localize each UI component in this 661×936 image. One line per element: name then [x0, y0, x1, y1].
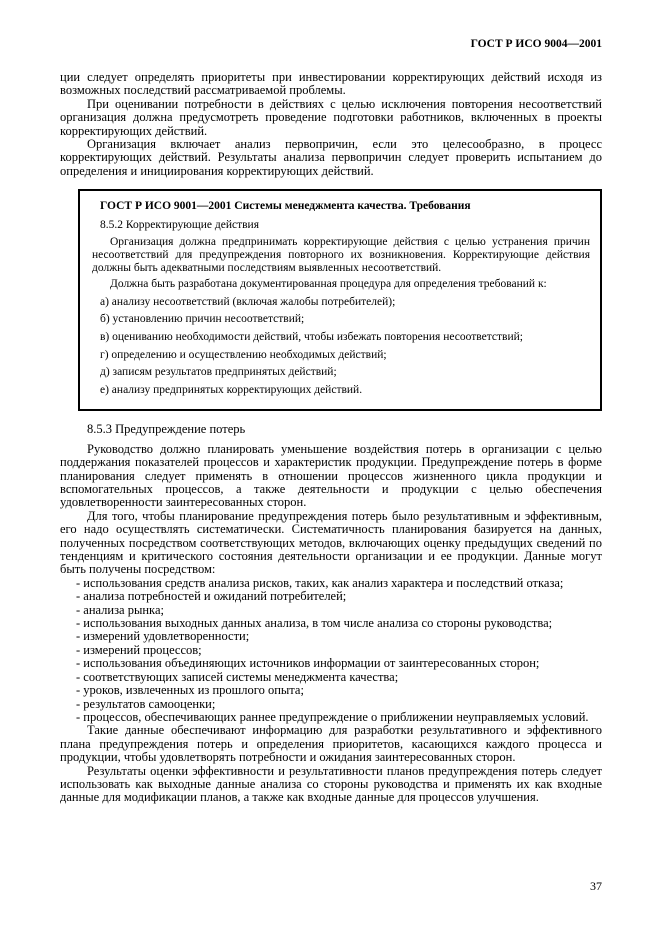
quote-list-item: д) записям результатов предпринятых действий; — [100, 366, 337, 379]
gost-9001-quote-box — [78, 189, 602, 411]
body-paragraph: Для того, чтобы планирование предупреждения потерь было результативным и эффективным, его надо осуществлять систематически. Систематичность планирования базируется на данных, полученных посредством соответствующих методов, включающих оценку предыдущих сведений по тенденциям и критического состояния деятельности организации и ее продукции. Данные могут быть получены посредством: — [60, 508, 602, 577]
quote-list-item: г) определению и осуществлению необходимых действий; — [100, 348, 387, 361]
bullet-item: - использования объединяющих источников информации от заинтересованных сторон; — [76, 656, 540, 671]
bullet-item: - соответствующих записей системы менеджмента качества; — [76, 669, 399, 684]
quote-list-item: б) установлению причин несоответствий; — [100, 313, 305, 326]
document-footer — [590, 879, 602, 894]
bullet-item: - анализа потребностей и ожиданий потребителей; — [76, 589, 347, 604]
bullet-item: - измерений удовлетворенности; — [76, 629, 250, 644]
bullet-item: - использования выходных данных анализа, в том числе анализа со стороны руководства; — [76, 616, 553, 631]
body-paragraph: Такие данные обеспечивают информацию для разработки результативного и эффективного плана предупреждения потерь и определения приоритетов, касающихся каждого процесса и продукции, чтобы удовлетворять потребности и ожидания заинтересованных сторон. — [60, 723, 602, 765]
bullet-item: - измерений процессов; — [76, 642, 202, 657]
body-paragraph: Организация включает анализ первопричин, если это целесообразно, в процесс корректирующих действий. Результаты анализа первопричин следует проверить испытанием до определения и инициирования корректирующих действий. — [60, 137, 602, 178]
bullet-item: - анализа рынка; — [76, 602, 164, 617]
quote-list-item: в) оцениванию необходимости действий, чтобы избежать повторения несоответствий; — [100, 331, 523, 343]
body-paragraph: При оценивании потребности в действиях с целью исключения повторения несоответствий организация должна предусмотреть проведение подготовки работников, включенных в проекты корректирующих действий. — [60, 96, 602, 138]
body-paragraph-continuation: ции следует определять приоритеты при инвестировании корректирующих действий исходя из возможных последствий рассматриваемой проблемы. — [60, 70, 602, 98]
bullet-item: - процессов, обеспечивающих раннее предупреждение о приближении неуправляемых условий. — [76, 709, 589, 724]
quote-box-paragraph: Организация должна предпринимать корректирующие действия с целью устранения причин несоответствий для предупреждения повторного их возникновения. Корректирующие действия должны быть адекватными последствиям выявленных несоответствий. — [92, 236, 590, 274]
quote-list-item: а) анализу несоответствий (включая жалобы потребителей); — [100, 295, 396, 308]
page-number: 37 — [590, 879, 602, 893]
document-header — [60, 38, 602, 50]
bullet-item: - уроков, извлеченных из прошлого опыта; — [76, 683, 304, 698]
quote-box-title: ГОСТ Р ИСО 9001—2001 Системы менеджмента качества. Требования — [100, 200, 471, 213]
quote-list-item: е) анализу предпринятых корректирующих действий. — [100, 383, 363, 396]
body-paragraph: Руководство должно планировать уменьшение воздействия потерь в организации с целью поддержания показателей процессов и характеристик продукции. Предупреждение потерь в форме планирования следует применять в отношении процессов жизненного цикла продукции и вспомогательных процессов, а также деятельности и продукции с целью обеспечения удовлетворенности заинтересованных сторон. — [60, 441, 602, 510]
quote-box-subsection-heading: 8.5.2 Корректирующие действия — [100, 218, 259, 231]
body-paragraph: Результаты оценки эффективности и результативности планов предупреждения потерь следует использовать как выходные данные анализа со стороны руководства и применять их как входные данные для модификации планов, а также как входные данные для процессов улучшения. — [60, 763, 602, 805]
section-heading: 8.5.3 Предупреждение потерь — [87, 422, 246, 437]
doc-code: ГОСТ Р ИСО 9004—2001 — [470, 38, 602, 50]
quote-box-list-intro: Должна быть разработана документированная процедура для определения требований к: — [110, 278, 547, 291]
bullet-item: - использования средств анализа рисков, таких, как анализ характера и последствий отказа; — [76, 575, 564, 590]
bullet-item: - результатов самооценки; — [76, 696, 216, 711]
